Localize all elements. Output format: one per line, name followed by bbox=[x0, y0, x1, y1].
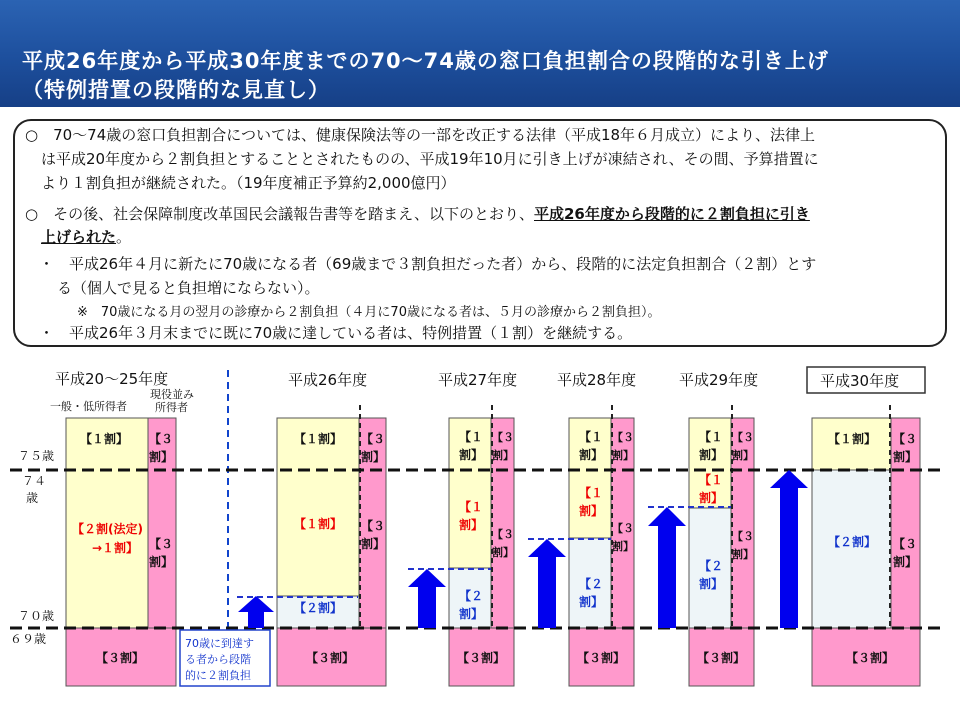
col5-one-mid-1: 【１ bbox=[699, 473, 724, 487]
col2-three-upper-1: 【３ bbox=[361, 432, 386, 446]
period-label-h27: 平成27年度 bbox=[438, 371, 518, 389]
col5-one-upper-2: 割】 bbox=[699, 448, 724, 462]
col6-three-mid-1: 【３ bbox=[893, 537, 918, 551]
col1-three-upper-1: 【３ bbox=[149, 432, 174, 446]
col5-three-upper-1: 【３ bbox=[732, 431, 754, 444]
col4-one-mid-2: 割】 bbox=[579, 504, 604, 518]
paragraph-1-line-2: は平成20年度から２割負担とすることとされたものの、平成19年10月に引き上げが凍結され、その間、予算措置に bbox=[41, 150, 819, 168]
col3-bottom-label: 【３割】 bbox=[457, 651, 506, 665]
col5-two-2: 割】 bbox=[699, 577, 724, 591]
col5-one-upper-1: 【１ bbox=[699, 430, 724, 444]
col2-arrow bbox=[238, 596, 274, 628]
page-subtitle: （特例措置の段階的な見直し） bbox=[22, 78, 330, 102]
age-70-label: ７０歳 bbox=[18, 609, 55, 623]
col4-two-2: 割】 bbox=[579, 595, 604, 609]
col2-bottom-label: 【３割】 bbox=[306, 651, 355, 665]
bullet-1-note: ※ 70歳になる月の翌月の診療から２割負担（４月に70歳になる者は、５月の診療から２割負担）。 bbox=[77, 305, 661, 320]
col4-one-mid-1: 【１ bbox=[579, 486, 604, 500]
col6-one-label: 【１割】 bbox=[828, 432, 877, 446]
col3-one-upper-2: 割】 bbox=[459, 448, 484, 462]
col6-twowari-box bbox=[812, 470, 891, 628]
col3-one-mid-1: 【１ bbox=[459, 500, 484, 514]
col2-two-label: 【２割】 bbox=[294, 601, 343, 615]
col5-one-mid-2: 割】 bbox=[699, 491, 724, 505]
paragraph-2-text: ○ その後、社会保障制度改革国民会議報告書等を踏まえ、以下のとおり、 bbox=[25, 205, 534, 223]
col1-three-upper-2: 割】 bbox=[149, 450, 174, 464]
col4-three-upper-2: 割】 bbox=[612, 449, 634, 462]
col1-three-mid-2: 割】 bbox=[149, 555, 174, 569]
period-label-h28: 平成28年度 bbox=[557, 371, 637, 389]
paragraph-1-line-1: ○ 70～74歳の窓口負担割合については、健康保険法等の一部を改正する法律（平成18年６月成立）により、法律上 bbox=[25, 126, 816, 144]
title-bar bbox=[0, 0, 960, 107]
col3-three-upper-1: 【３ bbox=[492, 431, 514, 444]
paragraph-2-line-2 bbox=[41, 226, 131, 247]
col5-two-1: 【２ bbox=[699, 559, 724, 573]
col3-three-mid-2: 割】 bbox=[492, 546, 514, 559]
period-label-h26: 平成26年度 bbox=[288, 371, 368, 389]
col1-legal-label-1: 【２割(法定) bbox=[72, 522, 143, 536]
col2-three-upper-2: 割】 bbox=[361, 450, 386, 464]
paragraph-2-emphasis-end: 上げられた bbox=[41, 228, 117, 246]
col1-legal-label-2: →１割】 bbox=[92, 541, 139, 555]
col4-bottom-label: 【３割】 bbox=[577, 651, 626, 665]
period-label-h30: 平成30年度 bbox=[820, 372, 900, 390]
col6-bottom-label: 【３割】 bbox=[846, 651, 895, 665]
paragraph-1-line-3: より１割負担が継続された。（19年度補正予算約2,000億円） bbox=[41, 174, 456, 192]
col5-three-mid-1: 【３ bbox=[732, 530, 754, 543]
bullet-1-line-1: ・ 平成26年４月に新たに70歳になる者（69歳まで３割負担だった者）から、段階的に法定負担割合（２割）とす bbox=[39, 255, 817, 273]
col3-arrow bbox=[408, 569, 446, 628]
col4-three-mid-1: 【３ bbox=[612, 522, 634, 535]
col4-two-1: 【２ bbox=[579, 577, 604, 591]
col2-one-mid: 【１割】 bbox=[294, 517, 343, 531]
sublabel-active-1: 現役並み bbox=[150, 388, 194, 401]
col6-three-mid-2: 割】 bbox=[893, 555, 918, 569]
paragraph-2-line-1 bbox=[25, 203, 810, 224]
col3-three-mid-1: 【３ bbox=[492, 528, 514, 541]
col3-one-mid-2: 割】 bbox=[459, 518, 484, 532]
burden-diagram bbox=[0, 355, 960, 720]
col6-arrow bbox=[770, 470, 808, 628]
col1-one-label: 【１割】 bbox=[80, 432, 129, 446]
callout-line-2: る者から段階 bbox=[185, 653, 251, 666]
col4-three-mid-2: 割】 bbox=[612, 540, 634, 553]
age-69-label: ６９歳 bbox=[10, 632, 47, 646]
col4-one-upper-1: 【１ bbox=[579, 430, 604, 444]
col2-three-mid-2: 割】 bbox=[361, 537, 386, 551]
col5-arrow bbox=[648, 507, 686, 628]
callout-line-1: 70歳に到達す bbox=[185, 637, 254, 650]
col3-one-upper-1: 【１ bbox=[459, 430, 484, 444]
col2-one-upper: 【１割】 bbox=[294, 432, 343, 446]
col6-three-upper-1: 【３ bbox=[893, 432, 918, 446]
col3-three-upper-2: 割】 bbox=[492, 449, 514, 462]
age-75-label: ７５歳 bbox=[18, 449, 55, 463]
col4-arrow bbox=[528, 539, 566, 628]
callout-line-3: 的に２割負担 bbox=[185, 669, 251, 682]
col4-three-upper-1: 【３ bbox=[612, 431, 634, 444]
col1-three-mid-1: 【３ bbox=[149, 537, 174, 551]
col4-one-upper-2: 割】 bbox=[579, 448, 604, 462]
col6-three-upper-2: 割】 bbox=[893, 450, 918, 464]
bullet-1-line-2: る（個人で見ると負担増にならない）。 bbox=[57, 279, 320, 297]
col3-two-2: 割】 bbox=[459, 607, 484, 621]
period-label-h29: 平成29年度 bbox=[679, 371, 759, 389]
sublabel-general: 一般・低所得者 bbox=[50, 400, 127, 413]
period-label-h20-25: 平成20～25年度 bbox=[55, 370, 169, 388]
age-74-suffix: 歳 bbox=[26, 491, 39, 505]
page-title: 平成26年度から平成30年度までの70～74歳の窓口負担割合の段階的な引き上げ bbox=[22, 49, 829, 73]
col5-three-upper-2: 割】 bbox=[732, 449, 754, 462]
col3-two-1: 【２ bbox=[459, 589, 484, 603]
col2-three-mid-1: 【３ bbox=[361, 519, 386, 533]
paragraph-2-emphasis: 平成26年度から段階的に２割負担に引き bbox=[534, 205, 810, 223]
col1-bottom-label: 【３割】 bbox=[96, 651, 145, 665]
col6-two-label: 【２割】 bbox=[828, 535, 877, 549]
col5-three-mid-2: 割】 bbox=[732, 548, 754, 561]
explanation-box bbox=[13, 119, 947, 347]
col5-bottom-label: 【３割】 bbox=[697, 651, 746, 665]
bullet-2: ・ 平成26年３月末までに既に70歳に達している者は、特例措置（１割）を継続する。 bbox=[39, 324, 633, 342]
sublabel-active-2: 所得者 bbox=[155, 401, 188, 414]
paragraph-2-period: 。 bbox=[116, 228, 132, 246]
age-74-label: ７４ bbox=[22, 474, 47, 488]
